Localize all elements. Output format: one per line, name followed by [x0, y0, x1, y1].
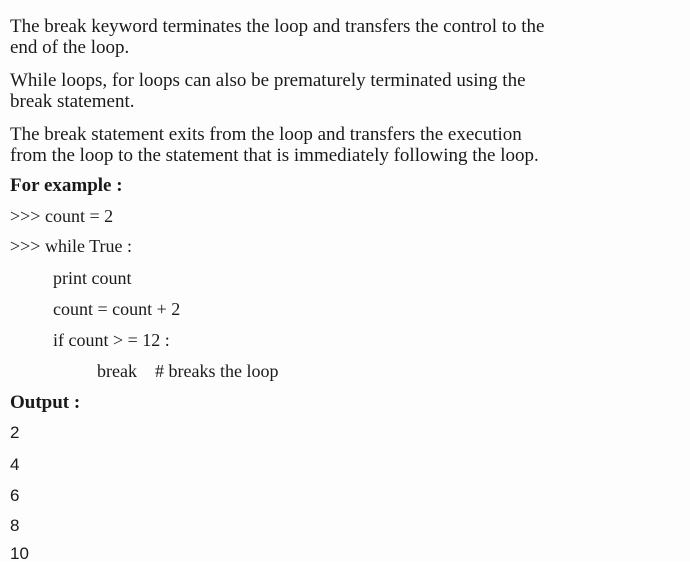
code-line: >>> while True : [10, 236, 132, 256]
output-value: 10 [10, 544, 29, 563]
paragraph-line: break statement. [10, 91, 135, 112]
output-heading: Output : [10, 392, 81, 413]
output-value: 4 [10, 455, 20, 474]
code-line-break [97, 361, 278, 382]
output-value: 6 [10, 486, 20, 505]
code-break-statement: break [97, 361, 137, 381]
output-value: 2 [10, 423, 20, 442]
paragraph-break-keyword [10, 16, 680, 58]
output-value: 8 [10, 516, 20, 535]
code-line: >>> count = 2 [10, 206, 114, 226]
code-line: if count > = 12 : [53, 330, 170, 350]
paragraph-break-statement [10, 124, 680, 166]
code-line: print count [53, 268, 132, 288]
paragraph-line: end of the loop. [10, 37, 130, 58]
example-heading: For example : [10, 175, 123, 196]
paragraph-line: from the loop to the statement that is immediately following the loop. [10, 145, 539, 166]
code-line: count = count + 2 [53, 299, 181, 319]
code-comment: # breaks the loop [154, 361, 279, 381]
paragraph-line: The break keyword terminates the loop and transfers the control to the [10, 16, 545, 37]
paragraph-line: The break statement exits from the loop and transfers the execution [10, 124, 522, 145]
paragraph-line: While loops, for loops can also be prematurely terminated using the [10, 70, 526, 91]
paragraph-premature-termination [10, 70, 680, 112]
